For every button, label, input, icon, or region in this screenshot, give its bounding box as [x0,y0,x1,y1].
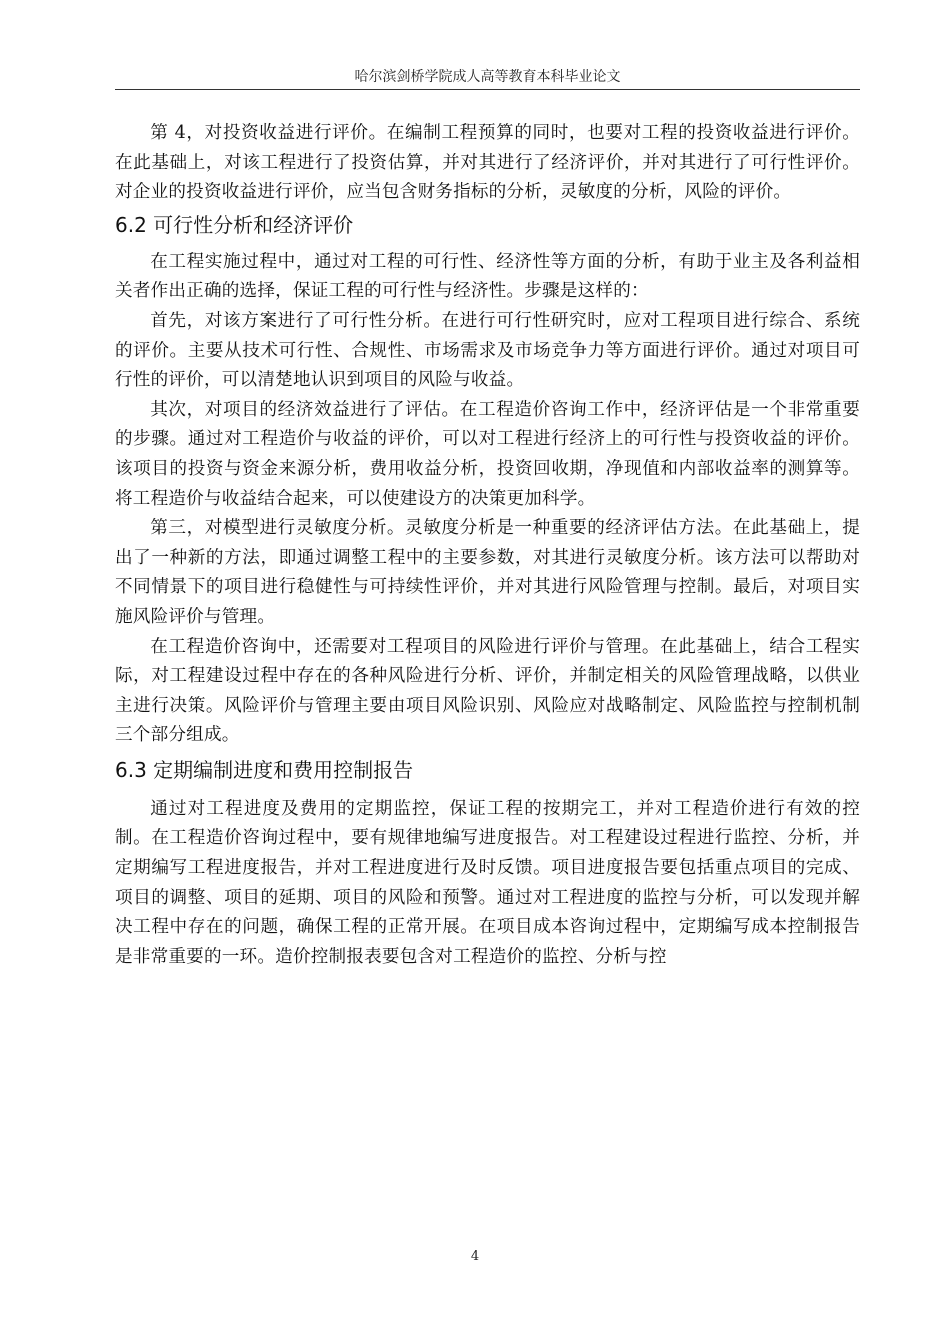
header-divider [115,89,860,90]
running-header: 哈尔滨剑桥学院成人高等教育本科毕业论文 [354,69,621,85]
intro-paragraph: 第 4，对投资收益进行评价。在编制工程预算的同时，也要对工程的投资收益进行评价。在此基础上，对该工程进行了投资估算，并对其进行了经济评价，并对其进行了可行性评价。对企业的投资收益进行评价，应当包含财务指标的分析，灵敏度的分析，风险的评价。 [115,123,860,203]
section-heading-6-2: 6.2 可行性分析和经济评价 [115,212,354,237]
paragraph: 通过对工程进度及费用的定期监控，保证工程的按期完工，并对工程造价进行有效的控制。在工程造价咨询过程中，要有规律地编写进度报告。对工程建设过程进行监控、分析，并定期编写工程进度报告，并对工程进度进行及时反馈。项目进度报告要包括重点项目的完成、项目的调整、项目的延期、项目的风险和预警。通过对工程进度的监控与分析，可以发现并解决工程中存在的问题，确保工程的正常开展。在项目成本咨询过程中，定期编写成本控制报告是非常重要的一环。造价控制报表要包含对工程造价的监控、分析与控 [115,798,860,967]
document-body [115,119,860,972]
page-number: 4 [470,1249,480,1264]
paragraph: 其次，对项目的经济效益进行了评估。在工程造价咨询工作中，经济评估是一个非常重要的步骤。通过对工程造价与收益的评价，可以对工程进行经济上的可行性与投资收益的评价。该项目的投资与资金来源分析，费用收益分析，投资回收期，净现值和内部收益率的测算等。将工程造价与收益结合起来，可以使建设方的决策更加科学。 [115,399,860,509]
paragraph: 在工程实施过程中，通过对工程的可行性、经济性等方面的分析，有助于业主及各利益相关者作出正确的选择，保证工程的可行性与经济性。步骤是这样的： [115,251,860,302]
paragraph: 首先，对该方案进行了可行性分析。在进行可行性研究时，应对工程项目进行综合、系统的评价。主要从技术可行性、合规性、市场需求及市场竞争力等方面进行评价。通过对项目可行性的评价，可以清楚地认识到项目的风险与收益。 [115,310,860,391]
paragraph: 在工程造价咨询中，还需要对工程项目的风险进行评价与管理。在此基础上，结合工程实际，对工程建设过程中存在的各种风险进行分析、评价，并制定相关的风险管理战略，以供业主进行决策。风险评价与管理主要由项目风险识别、风险应对战略制定、风险监控与控制机制三个部分组成。 [115,636,860,746]
paragraph: 第三，对模型进行灵敏度分析。灵敏度分析是一种重要的经济评估方法。在此基础上，提出了一种新的方法，即通过调整工程中的主要参数，对其进行灵敏度分析。该方法可以帮助对不同情景下的项目进行稳健性与可持续性评价，并对其进行风险管理与控制。最后，对项目实施风险评价与管理。 [115,518,860,627]
section-heading-6-3: 6.3 定期编制进度和费用控制报告 [115,757,414,782]
